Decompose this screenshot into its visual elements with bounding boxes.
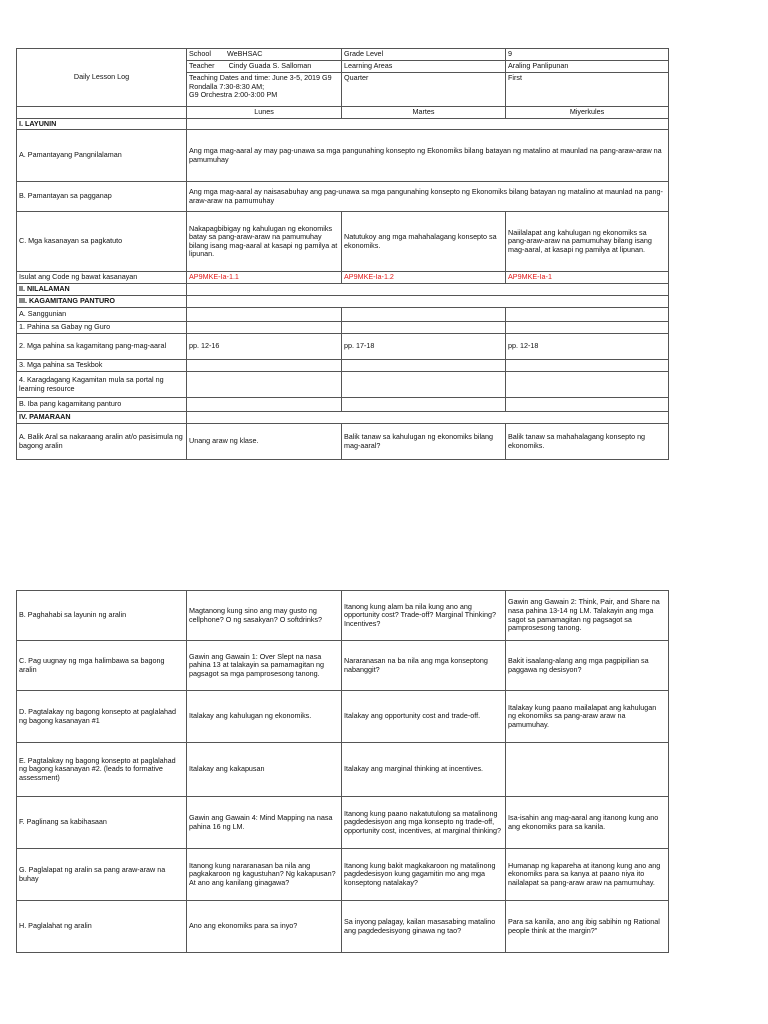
row-label-b-iba-pang-kagamitang-panturo: B. Iba pang kagamitang panturo: [17, 398, 187, 412]
section-blank-cell: [187, 412, 669, 424]
miyerkules-cell: [506, 398, 669, 412]
lunes-cell: Gawin ang Gawain 4: Mind Mapping na nasa pahina 16 ng LM.: [187, 797, 342, 849]
martes-cell: Italakay ang opportunity cost and trade-off.: [342, 691, 506, 743]
martes-cell: [342, 322, 506, 334]
miyerkules-cell: [506, 372, 669, 398]
row-label-a-sanggunian: A. Sanggunian: [17, 308, 187, 322]
row-label-iii-kagamitang-panturo: III. KAGAMITANG PANTURO: [17, 296, 187, 308]
table-row: [17, 118, 669, 130]
row-label-isulat-ang-code-ng-bawat-kasanayan: Isulat ang Code ng bawat kasanayan: [17, 272, 187, 284]
table-row: [17, 272, 669, 284]
daily-lesson-log-title: Daily Lesson Log: [17, 49, 187, 107]
row-label-b-pamantayan-sa-pagganap: B. Pamantayan sa pagganap: [17, 182, 187, 212]
merged-content-cell: Ang mga mag-aaral ay may pag-unawa sa mga pangunahing konsepto ng Ekonomiks bilang batayan ng matalino at maunlad na pang-araw-araw na pamumuhay: [187, 130, 669, 182]
quarter-label: Quarter: [342, 73, 506, 107]
day-header-martes: Martes: [342, 107, 506, 119]
lesson-log-table-bottom: [16, 590, 669, 953]
lunes-cell: Gawin ang Gawain 1: Over Slept na nasa pahina 13 at talakayin sa pamamagitan ng pagsagot sa mga pamprosesong tanong.: [187, 641, 342, 691]
row-label-i-layunin: I. LAYUNIN: [17, 118, 187, 130]
row-label-a-pamantayang-pangnilalaman: A. Pamantayang Pangnilalaman: [17, 130, 187, 182]
lesson-log-table-top: [16, 48, 669, 460]
table-row: [17, 398, 669, 412]
miyerkules-cell: pp. 12-18: [506, 334, 669, 360]
row-label-2-mga-pahina-sa-kagamitang-pang-mag-aara: 2. Mga pahina sa kagamitang pang-mag-aaral: [17, 334, 187, 360]
section-blank-cell: [187, 118, 669, 130]
grade-level-value: 9: [506, 49, 669, 61]
martes-cell: Itanong kung paano nakatutulong sa matalinong pagdedesisyon ang mga konsepto ng trade-off, opportunity cost, incentives, at marginal thinking?: [342, 797, 506, 849]
row-label-1-pahina-sa-gabay-ng-guro: 1. Pahina sa Gabay ng Guro: [17, 322, 187, 334]
teacher-value: Cindy Guada S. Salloman: [228, 61, 312, 70]
martes-cell: Balik tanaw sa kahulugan ng ekonomiks bilang mag-aaral?: [342, 424, 506, 460]
martes-cell: Itanong kung bakit magkakaroon ng matalinong pagdedesisyon kung gagamitin mo ang mga konseptong natalakay?: [342, 849, 506, 901]
row-label-f-paglinang-sa-kabihasaan: F. Paglinang sa kabihasaan: [17, 797, 187, 849]
lunes-cell: [187, 308, 342, 322]
table-row: [17, 322, 669, 334]
lesson-rows-top: [17, 118, 669, 460]
miyerkules-cell: [506, 743, 669, 797]
day-header-lunes: Lunes: [187, 107, 342, 119]
teacher-cell: [187, 61, 342, 73]
miyerkules-cell: Naiilalapat ang kahulugan ng ekonomiks sa pang-araw-araw na pamumuhay bilang isang mag-aaral, at kasapi ng pamilya at lipunan.: [506, 212, 669, 272]
quarter-value: First: [506, 73, 669, 107]
row-label-3-mga-pahina-sa-teskbok: 3. Mga pahina sa Teskbok: [17, 360, 187, 372]
table-row: [17, 296, 669, 308]
miyerkules-cell: Isa-isahin ang mag-aaral ang itanong kung ano ang ekonomiks para sa kanila.: [506, 797, 669, 849]
miyerkules-cell: AP9MKE-Ia-1: [506, 272, 669, 284]
lunes-cell: [187, 360, 342, 372]
table-row: [17, 360, 669, 372]
table-row: [17, 212, 669, 272]
row-label-iv-pamaraan: IV. PAMARAAN: [17, 412, 187, 424]
table-row: [17, 641, 669, 691]
miyerkules-cell: Balik tanaw sa mahahalagang konsepto ng ekonomiks.: [506, 424, 669, 460]
martes-cell: [342, 360, 506, 372]
martes-cell: pp. 17-18: [342, 334, 506, 360]
merged-content-cell: Ang mga mag-aaral ay naisasabuhay ang pag-unawa sa mga pangunahing konsepto ng Ekonomiks bilang batayan ng matalino at maunlad na pang-araw-araw na pamumuhay: [187, 182, 669, 212]
lesson-rows-bottom: [17, 591, 669, 953]
learning-areas-label: Learning Areas: [342, 61, 506, 73]
row-label-e-pagtalakay-ng-bagong-konsepto-at-pagla: E. Pagtalakay ng bagong konsepto at paglalahad ng bagong kasanayan #2. (leads to formative assessment): [17, 743, 187, 797]
table-row: [17, 308, 669, 322]
table-row: [17, 691, 669, 743]
lunes-cell: Italakay ang kakapusan: [187, 743, 342, 797]
school-value: WeBHSAC: [226, 49, 263, 58]
miyerkules-cell: Humanap ng kapareha at itanong kung ano ang ekonomiks para sa kanya at paano niya ito nailalapat sa pang-araw araw na pamumuhay.: [506, 849, 669, 901]
row-label-c-mga-kasanayan-sa-pagkatuto: C. Mga kasanayan sa pagkatuto: [17, 212, 187, 272]
table-row: [17, 334, 669, 360]
miyerkules-cell: Bakit isaalang-alang ang mga pagpipilian sa paggawa ng desisyon?: [506, 641, 669, 691]
row-label-b-paghahabi-sa-layunin-ng-aralin: B. Paghahabi sa layunin ng aralin: [17, 591, 187, 641]
table-row: [17, 797, 669, 849]
table-row: [17, 372, 669, 398]
martes-cell: Italakay ang marginal thinking at incentives.: [342, 743, 506, 797]
martes-cell: Natutukoy ang mga mahahalagang konsepto sa ekonomiks.: [342, 212, 506, 272]
martes-cell: AP9MKE-Ia-1.2: [342, 272, 506, 284]
martes-cell: [342, 308, 506, 322]
martes-cell: [342, 398, 506, 412]
day-header-miyerkules: Miyerkules: [506, 107, 669, 119]
table-row: [17, 901, 669, 953]
school-cell: [187, 49, 342, 61]
row-label-ii-nilalaman: II. NILALAMAN: [17, 284, 187, 296]
lunes-cell: [187, 372, 342, 398]
section-blank-cell: [187, 296, 669, 308]
table-row: [17, 182, 669, 212]
row-label-c-pag-uugnay-ng-mga-halimbawa-sa-bagong-: C. Pag uugnay ng mga halimbawa sa bagong aralin: [17, 641, 187, 691]
teaching-dates: Teaching Dates and time: June 3-5, 2019 G9 Rondalla 7:30-8:30 AM; G9 Orchestra 2:00-3:00 PM: [187, 73, 342, 107]
martes-cell: Sa inyong palagay, kailan masasabing matalino ang pagdedesisyong ginawa ng tao?: [342, 901, 506, 953]
miyerkules-cell: Italakay kung paano mailalapat ang kahulugan ng ekonomiks sa pang-araw araw na pamumuhay.: [506, 691, 669, 743]
table-row: [17, 591, 669, 641]
miyerkules-cell: [506, 308, 669, 322]
row-label-g-paglalapat-ng-aralin-sa-pang-araw-araw: G. Paglalapat ng aralin sa pang araw-araw na buhay: [17, 849, 187, 901]
lunes-cell: pp. 12-16: [187, 334, 342, 360]
table-row: [17, 130, 669, 182]
row-label-d-pagtalakay-ng-bagong-konsepto-at-pagla: D. Pagtalakay ng bagong konsepto at paglalahad ng bagong kasanayan #1: [17, 691, 187, 743]
miyerkules-cell: [506, 322, 669, 334]
lunes-cell: Itanong kung nararanasan ba nila ang pagkakaroon ng kagustuhan? Ng kakapusan? At ano ang kanilang ginagawa?: [187, 849, 342, 901]
martes-cell: Itanong kung alam ba nila kung ano ang opportunity cost? Trade-off? Marginal Thinking? Incentives?: [342, 591, 506, 641]
lunes-cell: Italakay ang kahulugan ng ekonomiks.: [187, 691, 342, 743]
table-row: [17, 284, 669, 296]
table-row: [17, 849, 669, 901]
martes-cell: Nararanasan na ba nila ang mga konseptong nabanggit?: [342, 641, 506, 691]
teacher-label: Teacher: [189, 61, 215, 70]
lunes-cell: Magtanong kung sino ang may gusto ng cellphone? O ng sasakyan? O softdrinks?: [187, 591, 342, 641]
lunes-cell: Nakapagbibigay ng kahulugan ng ekonomiks batay sa pang-araw-araw na pamumuhay bilang isang mag-aaral at kasapi ng pamilya at lipunan.: [187, 212, 342, 272]
row-label-h-paglalahat-ng-aralin: H. Paglalahat ng aralin: [17, 901, 187, 953]
lunes-cell: [187, 398, 342, 412]
grade-level-label: Grade Level: [342, 49, 506, 61]
miyerkules-cell: Gawin ang Gawain 2: Think, Pair, and Share na nasa pahina 13-14 ng LM. Talakayin ang mga sagot sa pamamagitan ng pagsagot sa pamprosesong tanong.: [506, 591, 669, 641]
school-label: School: [189, 49, 211, 58]
lunes-cell: [187, 322, 342, 334]
row-label-a-balik-aral-sa-nakaraang-aralin-at-o-pa: A. Balik Aral sa nakaraang aralin at/o pasisimula ng bagong aralin: [17, 424, 187, 460]
lunes-cell: AP9MKE-Ia-1.1: [187, 272, 342, 284]
miyerkules-cell: [506, 360, 669, 372]
martes-cell: [342, 372, 506, 398]
blank-header-cell: [17, 107, 187, 119]
table-row: [17, 743, 669, 797]
learning-areas-value: Araling Panlipunan: [506, 61, 669, 73]
row-label-4-karagdagang-kagamitan-mula-sa-portal-n: 4. Karagdagang Kagamitan mula sa portal ng learning resource: [17, 372, 187, 398]
section-blank-cell: [187, 284, 669, 296]
lunes-cell: Ano ang ekonomiks para sa inyo?: [187, 901, 342, 953]
lunes-cell: Unang araw ng klase.: [187, 424, 342, 460]
miyerkules-cell: Para sa kanila, ano ang ibig sabihin ng Rational people think at the margin?": [506, 901, 669, 953]
table-row: [17, 412, 669, 424]
table-row: [17, 424, 669, 460]
